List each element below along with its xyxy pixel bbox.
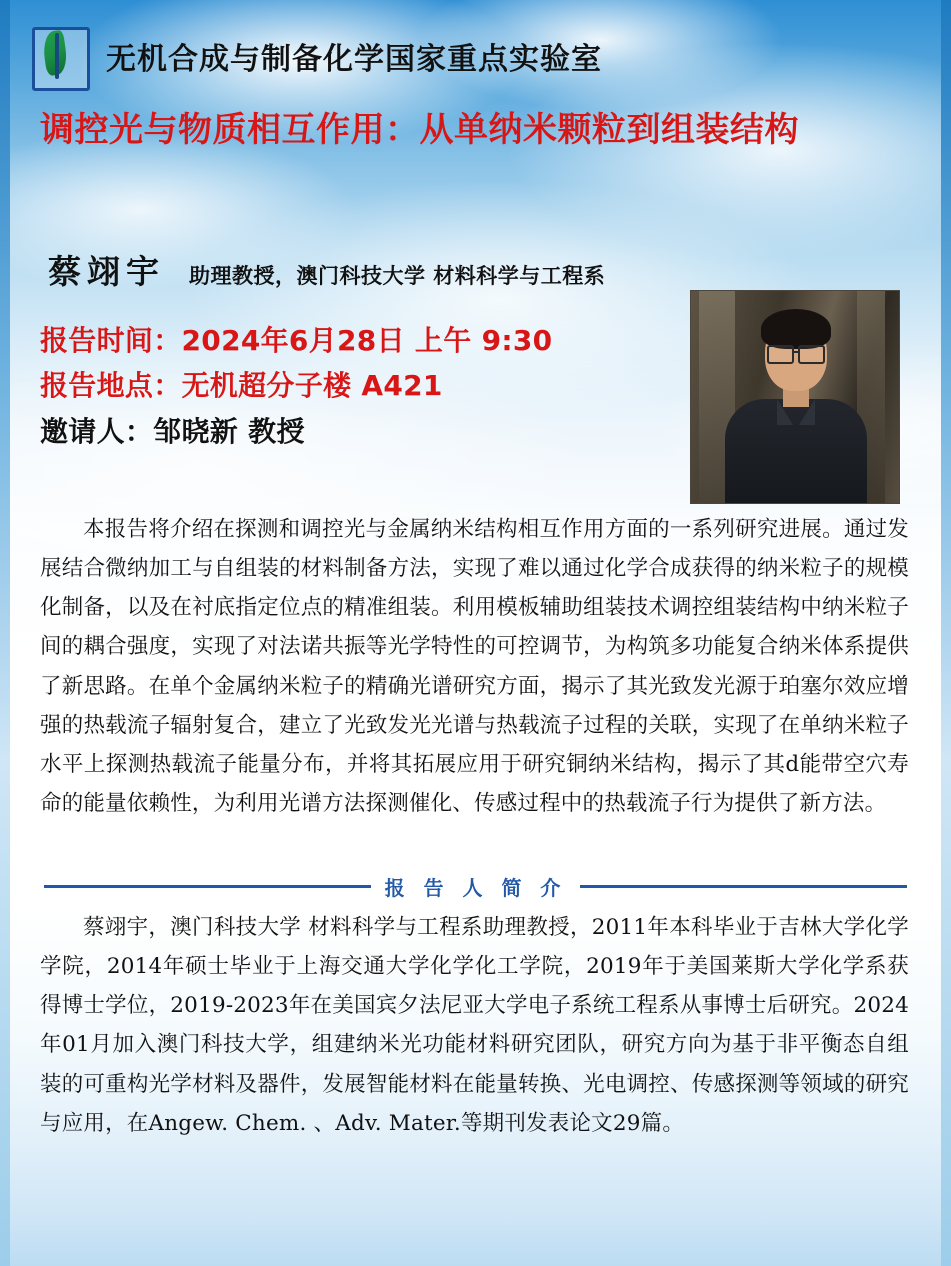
seminar-details <box>40 318 680 454</box>
bio-text: 蔡翊宇，澳门科技大学 材料科学与工程系助理教授，2011年本科毕业于吉林大学化学学院，2014年硕士毕业于上海交通大学化学化工学院，2019年于美国莱斯大学化学系获得博士学位，2019-2023年在美国宾夕法尼亚大学电子系统工程系从事博士后研究。2024年01月加入澳门科技大学，组建纳米光功能材料研究团队，研究方向为基于非平衡态自组装的可重构光学材料及器件，发展智能材料在能量转换、光电调控、传感探测等领域的研究与应用，在Angew. Chem. 、Adv. Mater.等期刊发表论文29篇。 <box>40 915 909 1136</box>
lab-name: 无机合成与制备化学国家重点实验室 <box>106 42 602 77</box>
left-edge-decoration <box>0 0 10 1266</box>
speaker-portrait <box>690 290 900 504</box>
speaker-name: 蔡翊宇 <box>48 252 165 291</box>
seminar-title: 调控光与物质相互作用：从单纳米颗粒到组装结构 <box>40 110 799 150</box>
speaker-row <box>48 246 891 293</box>
lab-logo-icon <box>28 23 88 89</box>
speaker-affiliation: 助理教授，澳门科技大学 材料科学与工程系 <box>189 264 606 288</box>
bio-heading: 报 告 人 简 介 <box>384 876 567 900</box>
seminar-host: 邀请人：邹晓新 教授 <box>40 414 305 448</box>
right-edge-decoration <box>941 0 951 1266</box>
divider-rule-left <box>44 885 371 888</box>
abstract-text: 本报告将介绍在探测和调控光与金属纳米结构相互作用方面的一系列研究进展。通过发展结合微纳加工与自组装的材料制备方法，实现了难以通过化学合成获得的纳米粒子的规模化制备，以及在衬底指定位点的精准组装。利用模板辅助组装技术调控组装结构中纳米粒子间的耦合强度，实现了对法诺共振等光学特性的可控调节，为构筑多功能复合纳米体系提供了新思路。在单个金属纳米粒子的精确光谱研究方面，揭示了其光致发光源于珀塞尔效应增强的热载流子辐射复合，建立了光致发光光谱与热载流子过程的关联，实现了在单纳米粒子水平上探测热载流子能量分布，并将其拓展应用于研究铜纳米结构，揭示了其d能带空穴寿命的能量依赖性，为利用光谱方法探测催化、传感过程中的热载流子行为提供了新方法。 <box>40 517 909 816</box>
seminar-location: 报告地点：无机超分子楼 A421 <box>40 369 443 403</box>
poster-header <box>28 20 923 92</box>
divider-rule-right <box>580 885 907 888</box>
seminar-time: 报告时间：2024年6月28日 上午 9:30 <box>40 324 553 357</box>
bio-section-divider <box>44 872 907 901</box>
